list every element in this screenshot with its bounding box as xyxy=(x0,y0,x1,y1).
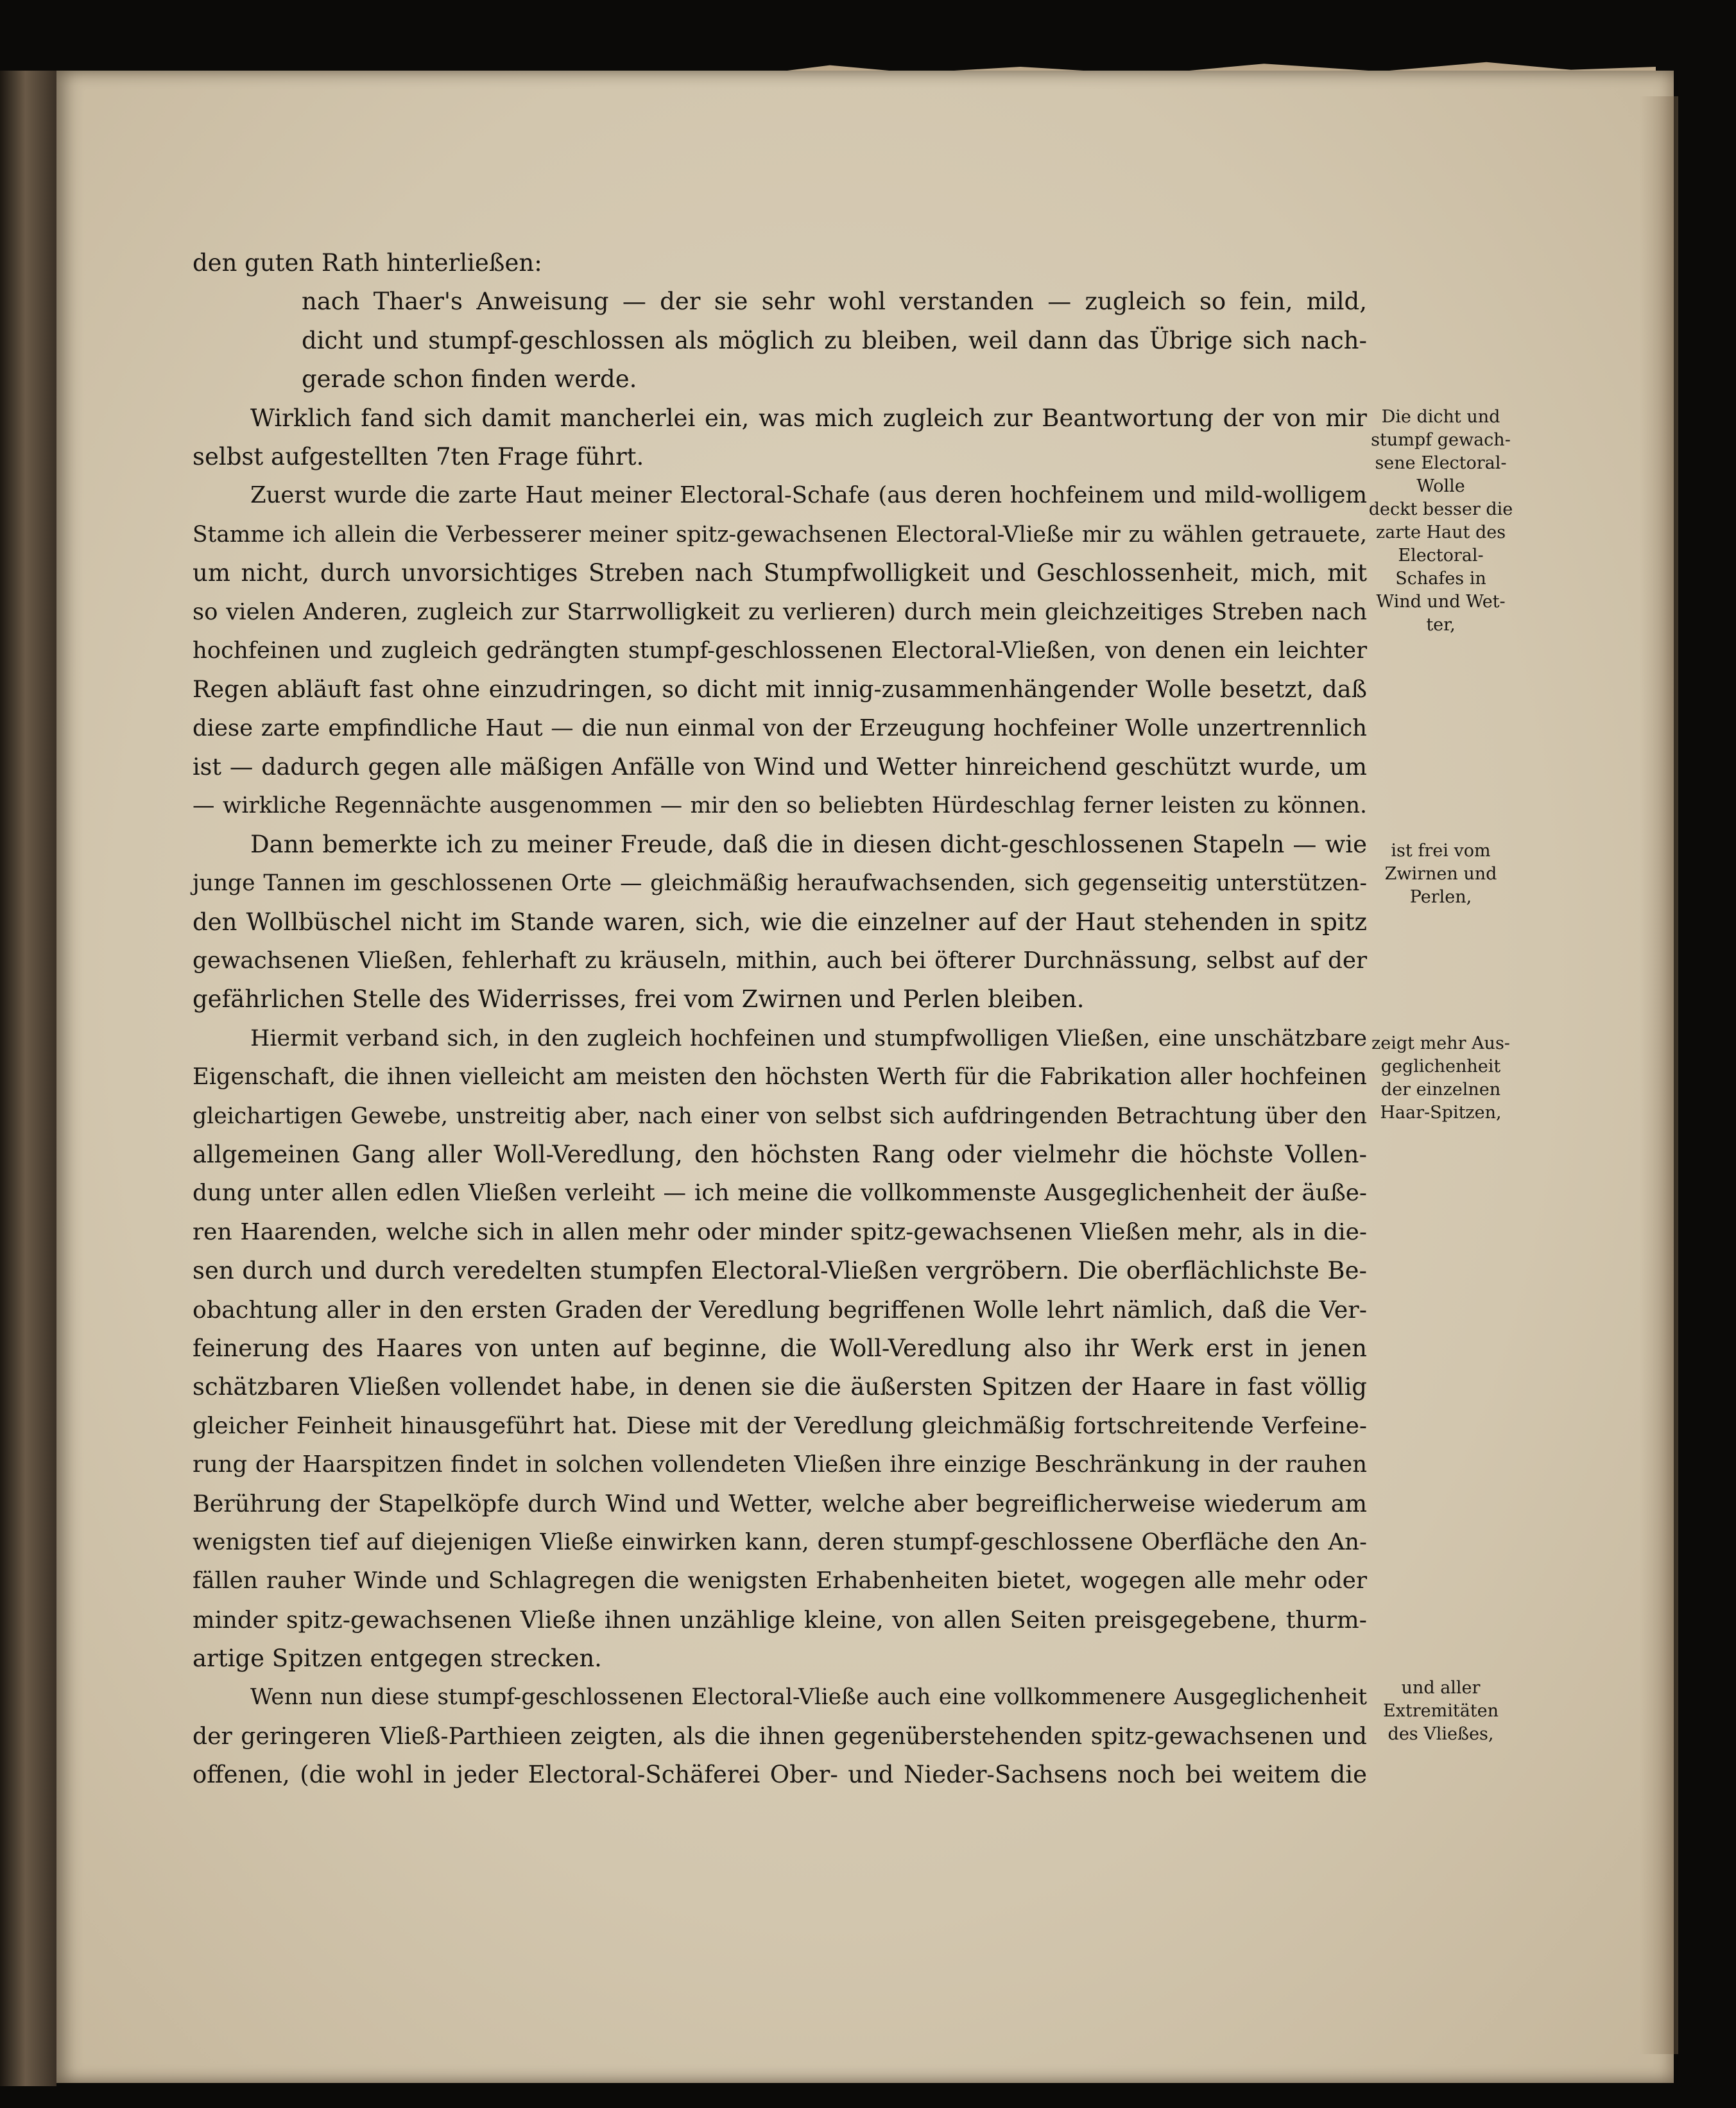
margin-note-line: Wolle xyxy=(1416,476,1465,496)
text-line: gefährlichen Stelle des Widerrisses, frei vom Zwirnen und Perlen bleiben. xyxy=(193,985,1085,1014)
text-line: schätzbaren Vließen vollendet habe, in denen sie die äußersten Spitzen der Haare in fast völlig xyxy=(193,1373,1367,1401)
text-line: sen durch und durch veredelten stumpfen Electoral-Vließen vergröbern. Die oberflächlichste Be- xyxy=(193,1257,1367,1285)
text-line: junge Tannen im geschlossenen Orte — gleichmäßig heraufwachsenden, sich gegenseitig unterstützen- xyxy=(193,870,1367,897)
text-line: nach Thaer's Anweisung — der sie sehr wohl verstanden — zugleich so fein, mild, xyxy=(302,288,1367,316)
facing-page-edge xyxy=(0,71,56,2086)
text-line: gleichartigen Gewebe, unstreitig aber, nach einer von selbst sich aufdringenden Betrachtung über den xyxy=(193,1103,1367,1129)
text-line: Wenn nun diese stumpf-geschlossenen Electoral-Vließe auch eine vollkommenere Ausgeglichenheit xyxy=(250,1684,1367,1711)
text-line: gerade schon finden werde. xyxy=(302,365,637,393)
margin-note-line: Electoral- xyxy=(1398,546,1484,566)
margin-note-line: deckt besser die xyxy=(1368,499,1513,519)
margin-note-line: Schafes in xyxy=(1395,569,1486,589)
margin-note-hair-tips xyxy=(1361,1032,1521,1125)
margin-note-line: zarte Haut des xyxy=(1375,523,1506,542)
text-line: Dann bemerkte ich zu meiner Freude, daß die in diesen dicht-geschlossenen Stapeln — wie xyxy=(250,830,1367,858)
text-line: dicht und stumpf-geschlossen als möglich zu bleiben, weil dann das Übrige sich nach- xyxy=(302,326,1367,354)
text-line: rung der Haarspitzen findet in solchen vollendeten Vließen ihre einzige Beschränkung in der rauhen xyxy=(193,1451,1367,1478)
text-line: den Wollbüschel nicht im Stande waren, sich, wie die einzelner auf der Haut stehenden in spitz xyxy=(193,908,1367,936)
margin-note-line: Extremitäten xyxy=(1382,1701,1499,1721)
margin-note-line: Die dicht und xyxy=(1381,407,1500,427)
margin-note-extremities xyxy=(1361,1677,1521,1746)
text-line: hochfeinen und zugleich gedrängten stumpf-geschlossenen Electoral-Vließen, von denen ein leichter xyxy=(193,637,1367,664)
margin-note-line: der einzelnen xyxy=(1380,1080,1501,1100)
body-text xyxy=(193,244,1367,1795)
text-line: — wirkliche Regennächte ausgenommen — mir den so beliebten Hürdeschlag ferner leisten zu können. xyxy=(193,793,1367,819)
margin-note-line: geglichenheit xyxy=(1380,1057,1501,1076)
text-line: fällen rauher Winde und Schlagregen die wenigsten Erhabenheiten bietet, wogegen alle mehr oder xyxy=(193,1568,1367,1594)
margin-note-line: Perlen, xyxy=(1409,887,1472,907)
text-line: allgemeinen Gang aller Woll-Veredlung, den höchsten Rang oder vielmehr die höchste Vollen- xyxy=(193,1140,1367,1168)
text-line: gleicher Feinheit hinausgeführt hat. Diese mit der Veredlung gleichmäßig fortschreitende Verfeine- xyxy=(193,1412,1367,1439)
text-line: minder spitz-gewachsenen Vließe ihnen unzählige kleine, von allen Seiten preisgegebene, thurm- xyxy=(193,1605,1367,1634)
margin-note-line: sene Electoral- xyxy=(1375,453,1507,473)
text-line: ren Haarenden, welche sich in allen mehr oder minder spitz-gewachsenen Vließen mehr, als in die- xyxy=(193,1218,1367,1245)
margin-note-line: stumpf gewach- xyxy=(1371,430,1511,450)
text-line: selbst aufgestellten 7ten Frage führt. xyxy=(193,442,644,471)
margin-note-line: Zwirnen und xyxy=(1384,864,1497,884)
text-line: Wirklich fand sich damit mancherlei ein, was mich zugleich zur Beantwortung der von mir xyxy=(250,404,1367,432)
text-line: ist — dadurch gegen alle mäßigen Anfälle von Wind und Wetter hinreichend geschützt wurde, um xyxy=(193,753,1367,781)
page-fold-shadow xyxy=(1640,96,1678,2054)
margin-note-line: Haar-Spitzen, xyxy=(1380,1103,1502,1123)
text-line: so vielen Anderen, zugleich zur Starrwolligkeit zu verlieren) durch mein gleichzeitiges Streben nach xyxy=(193,598,1367,625)
text-line: gewachsenen Vließen, fehlerhaft zu kräuseln, mithin, auch bei öfterer Durchnässung, selbst auf der xyxy=(193,947,1367,974)
text-line: Zuerst wurde die zarte Haut meiner Electoral-Schafe (aus deren hochfeinem und mild-wolligem xyxy=(250,482,1367,509)
margin-note-line: zeigt mehr Aus- xyxy=(1371,1033,1510,1053)
text-line: diese zarte empfindliche Haut — die nun einmal von der Erzeugung hochfeiner Wolle unzertrennlich xyxy=(193,714,1367,741)
margin-note-line: ist frei vom xyxy=(1391,841,1491,861)
text-line: Berührung der Stapelköpfe durch Wind und Wetter, welche aber begreiflicherweise wiederum am xyxy=(193,1489,1367,1517)
text-line: um nicht, durch unvorsichtiges Streben nach Stumpfwolligkeit und Geschlossenheit, mich, mit xyxy=(193,559,1367,587)
text-line: der geringeren Vließ-Parthieen zeigten, als die ihnen gegenüberstehenden spitz-gewachsenen und xyxy=(193,1722,1367,1750)
text-line: offenen, (die wohl in jeder Electoral-Schäferei Ober- und Nieder-Sachsens noch bei weitem die xyxy=(193,1761,1367,1789)
margin-note-free-of-twisting xyxy=(1361,840,1521,909)
margin-note-line: ter, xyxy=(1426,615,1456,635)
text-line: Regen abläuft fast ohne einzudringen, so dicht mit innig-zusammenhängender Wolle besetzt, daß xyxy=(193,675,1367,704)
margin-note-line: Wind und Wet- xyxy=(1376,592,1506,612)
margin-note-line: des Vließes, xyxy=(1388,1724,1494,1744)
text-line: Eigenschaft, die ihnen vielleicht am meisten den höchsten Werth für die Fabrikation aller hochfeinen xyxy=(193,1064,1367,1091)
text-line: dung unter allen edlen Vließen verleiht — ich meine die vollkommenste Ausgeglichenheit der äuße- xyxy=(193,1180,1367,1207)
text-line: den guten Rath hinterließen: xyxy=(193,249,542,277)
margin-note-line: und aller xyxy=(1401,1678,1481,1698)
text-line: Hiermit verband sich, in den zugleich hochfeinen und stumpfwolligen Vließen, eine unschätzbare xyxy=(250,1025,1367,1051)
margin-note-wool-protects-skin xyxy=(1361,406,1521,637)
text-line: artige Spitzen entgegen strecken. xyxy=(193,1645,602,1673)
text-line: Stamme ich allein die Verbesserer meiner spitz-gewachsenen Electoral-Vließe mir zu wählen getrauete, xyxy=(193,521,1367,548)
text-line: wenigsten tief auf diejenigen Vließe einwirken kann, deren stumpf-geschlossene Oberfläche den An- xyxy=(193,1528,1367,1555)
text-line: feinerung des Haares von unten auf beginne, die Woll-Veredlung also ihr Werk erst in jenen xyxy=(193,1334,1367,1362)
text-line: obachtung aller in den ersten Graden der Veredlung begriffenen Wolle lehrt nämlich, daß die Ver- xyxy=(193,1295,1367,1324)
